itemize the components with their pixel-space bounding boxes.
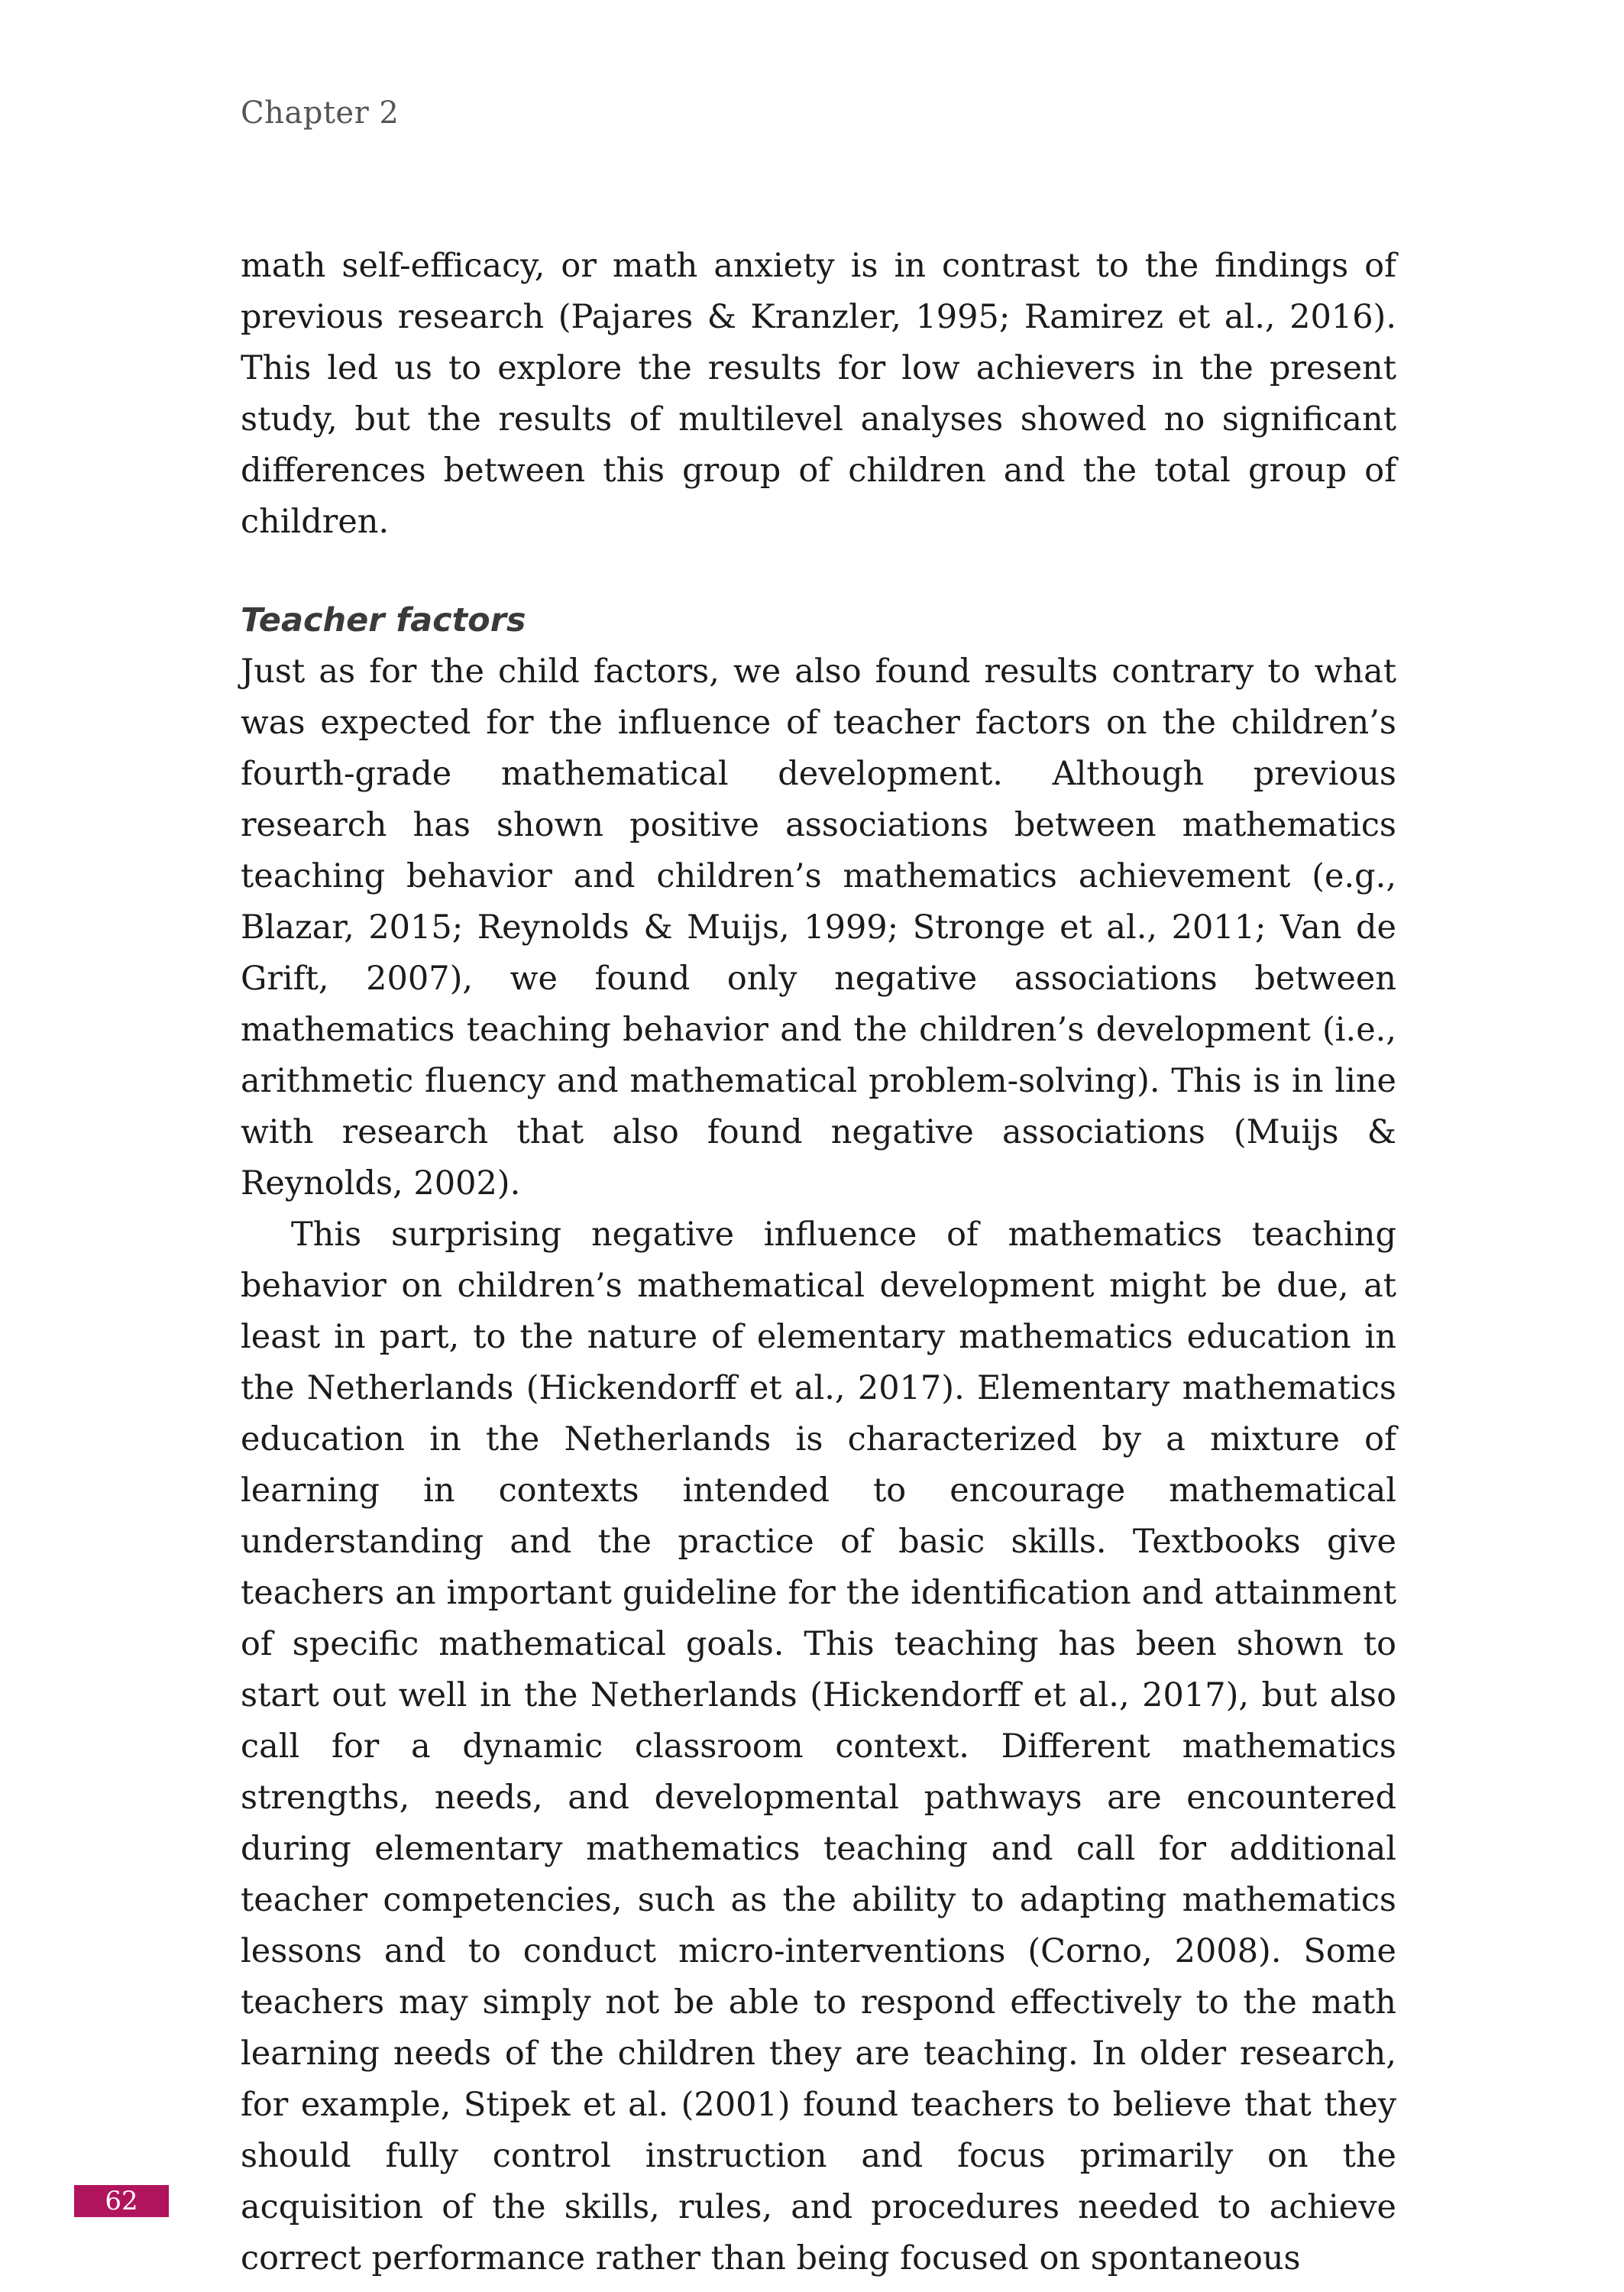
page-number: 62 <box>74 2185 169 2217</box>
paragraph-teacher-factors: Just as for the child factors, we also found results contrary to what was expected for the influence of teacher factors on the children’s fourth-grade mathematical development. Although previous research has shown positive associations between mathematics teaching behavior and children’s mathematics achievement (e.g., Blazar, 2015; Reynolds & Muijs, 1999; Stronge et al., 2011; Van de Grift, 2007), we found only negative associations between mathematics teaching behavior and the children’s development (i.e., arithmetic fluency and mathematical problem-solving). This is in line with research that also found negative associations (Muijs & Reynolds, 2002). <box>241 652 1396 1203</box>
running-header: Chapter 2 <box>241 96 400 131</box>
section-heading-teacher-factors: Teacher factors <box>241 601 526 639</box>
paragraph-child-factors-conclusion: math self-efficacy, or math anxiety is in contrast to the findings of previous research (Pajares & Kranzler, 1995; Ramirez et al., 2016). This led us to explore the results for low achievers in the present study, but the results of multilevel analyses showed no significant differences between this group of children and the total group of children. <box>241 247 1396 541</box>
body-text-column <box>241 241 1396 2284</box>
paragraph-negative-influence: This surprising negative influence of mathematics teaching behavior on children’s mathematical development might be due, at least in part, to the nature of elementary mathematics education in the Netherlands (Hickendorff et al., 2017). Elementary mathematics education in the Netherlands is characterized by a mixture of learning in contexts intended to encourage mathematical understanding and the practice of basic skills. Textbooks give teachers an important guideline for the identification and attainment of specific mathematical goals. This teaching has been shown to start out well in the Netherlands (Hickendorff et al., 2017), but also call for a dynamic classroom context. Different mathematics strengths, needs, and developmental pathways are encountered during elementary mathematics teaching and call for additional teacher competencies, such as the ability to adapting mathematics lessons and to conduct micro-interventions (Corno, 2008). Some teachers may simply not be able to respond effectively to the math learning needs of the children they are teaching. In older research, for example, Stipek et al. (2001) found teachers to believe that they should fully control instruction and focus primarily on the acquisition of the skills, rules, and procedures needed to achieve correct performance rather than being focused on spontaneous <box>241 1216 1396 2277</box>
